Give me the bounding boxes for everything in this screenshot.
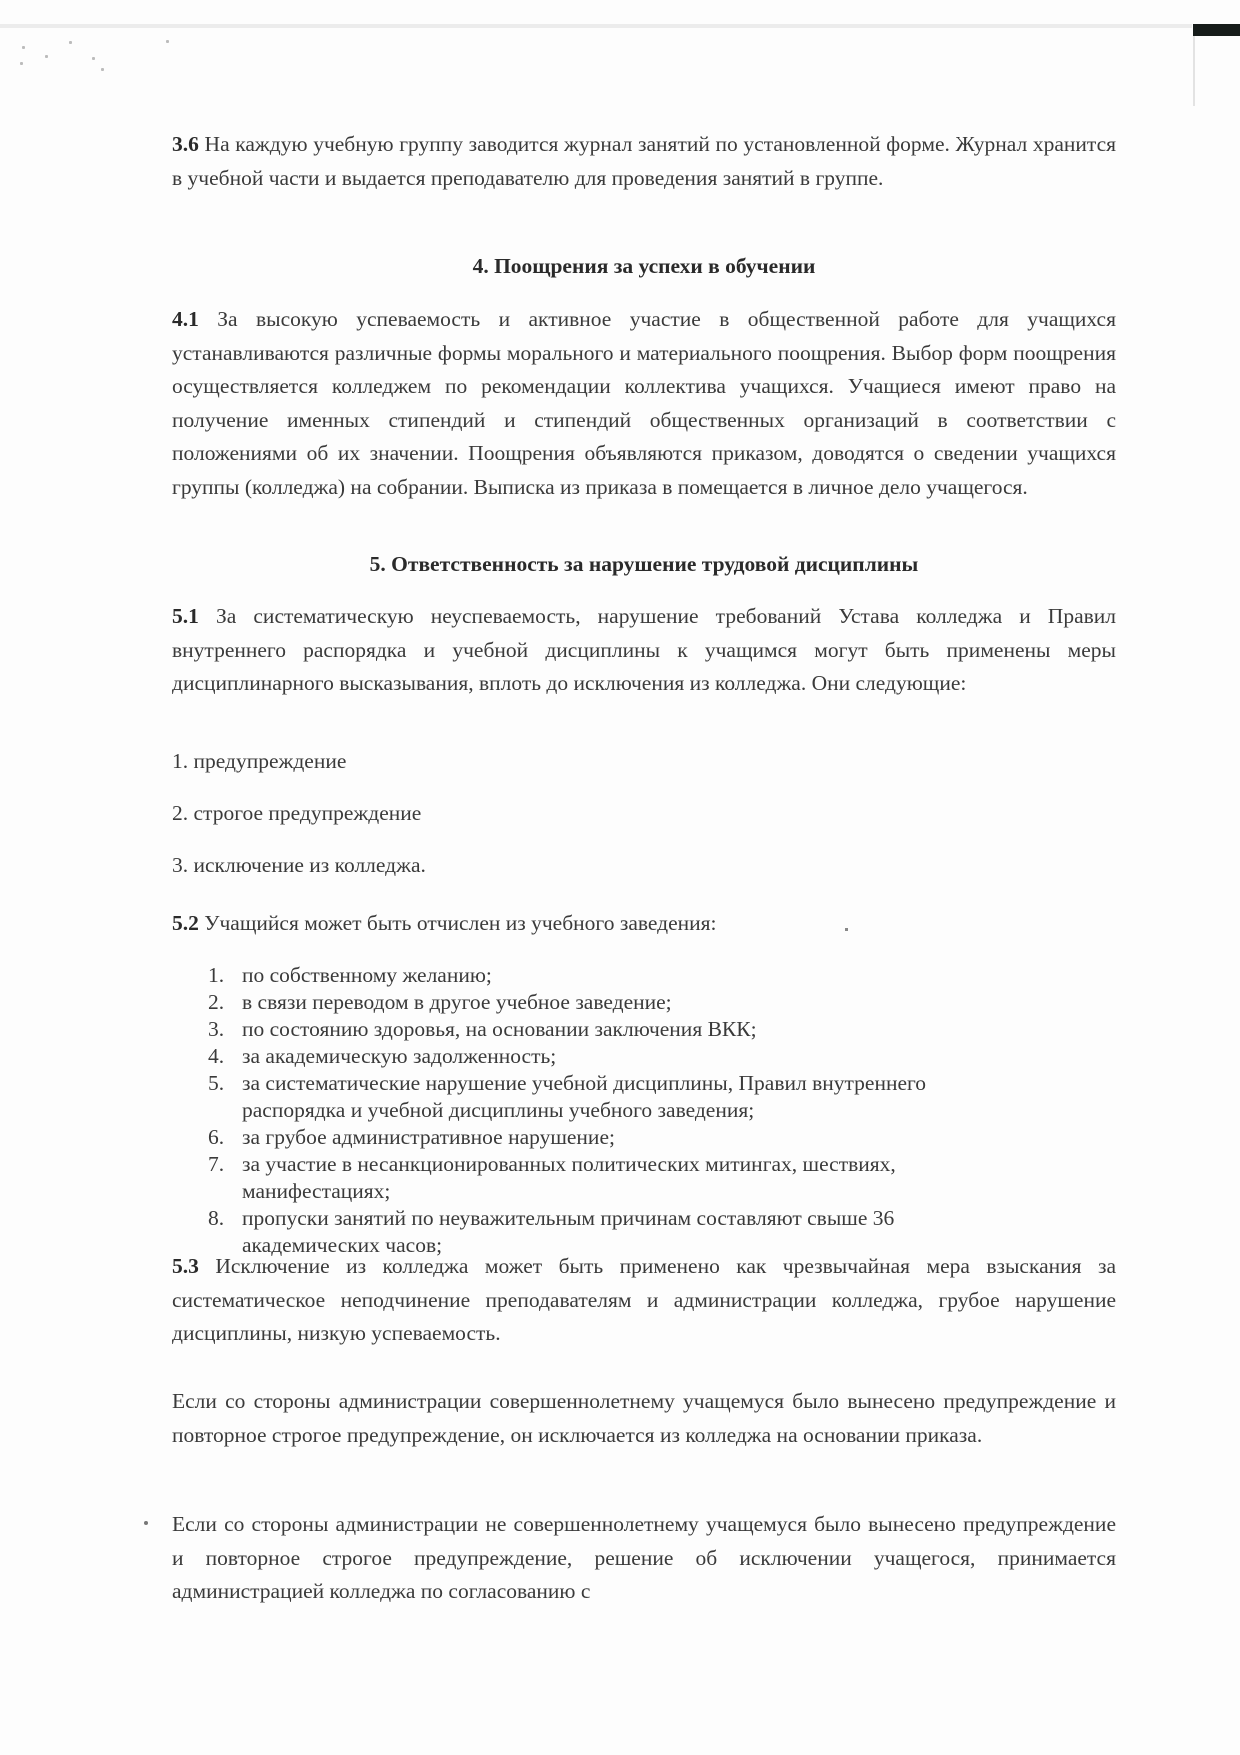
scan-speck <box>92 57 95 60</box>
list-text: за грубое административное нарушение; <box>242 1125 615 1149</box>
clause-number: 5.1 <box>172 604 199 628</box>
list-item <box>172 962 942 989</box>
list-number: 6. <box>208 1125 225 1149</box>
list-item <box>172 1151 942 1205</box>
paragraph-adult-student: Если со стороны администрации совершеннолетнему учащемуся было вынесено предупреждение и повторное строгое предупреждение, он исключается из колледжа на основании приказа. <box>172 1389 1116 1447</box>
paragraph-5-3 <box>172 1250 1116 1351</box>
paragraph-minor-student: Если со стороны администрации не совершеннолетнему учащемуся было вынесено предупреждение и повторное строгое предупреждение, решение об исключении учащегося, принимается администрацией колледжа по согласованию с <box>172 1512 1116 1603</box>
paragraph-5-2 <box>172 907 1116 941</box>
list-item <box>172 1070 942 1124</box>
list-number: 4. <box>208 1044 225 1068</box>
list-number: 8. <box>208 1206 225 1230</box>
list-item <box>172 1124 942 1151</box>
section-4-heading: 4. Поощрения за успехи в обучении <box>472 254 816 278</box>
scan-speck <box>166 40 169 43</box>
scan-speck <box>101 68 104 71</box>
measure-item: 2. строгое предупреждение <box>172 801 422 825</box>
list-text: пропуски занятий по неуважительным причинам составляют свыше 36 академических часов; <box>242 1206 895 1257</box>
list-item <box>172 1043 942 1070</box>
list-number: 3. <box>208 1017 225 1041</box>
list-number: 1. <box>208 963 225 987</box>
section-5-heading: 5. Ответственность за нарушение трудовой дисциплины <box>369 552 919 576</box>
scan-speck <box>69 41 72 44</box>
clause-number: 4.1 <box>172 307 199 331</box>
clause-text: За высокую успеваемость и активное участие в общественной работе для учащихся устанавливаются различные формы морального и материального поощрения. Выбор форм поощрения осуществляется колледжем по рекомендации коллектива учащихся. Учащиеся имеют право на получение именных стипендий и стипендий общественных организаций в соответствии с положениями об их значении. Поощрения объявляются приказом, доводятся о сведении учащихся группы (колледжа) на собрании. Выписка из приказа в помещается в личное дело учащегося. <box>172 307 1116 499</box>
list-text: за систематические нарушение учебной дисциплины, Правил внутреннего распорядка и учебной дисциплины учебного заведения; <box>242 1071 927 1122</box>
paragraph-5-1 <box>172 600 1116 701</box>
measure-item: 3. исключение из колледжа. <box>172 853 426 877</box>
list-item <box>172 989 942 1016</box>
list-text: по собственному желанию; <box>242 963 492 987</box>
clause-number: 5.3 <box>172 1254 199 1278</box>
clause-text: На каждую учебную группу заводится журнал занятий по установленной форме. Журнал хранится в учебной части и выдается преподавателю для проведения занятий в группе. <box>172 132 1117 190</box>
scan-corner-artifact <box>1193 24 1240 36</box>
clause-text: За систематическую неуспеваемость, нарушение требований Устава колледжа и Правил внутреннего распорядка и учебной дисциплины к учащимся могут быть применены меры дисциплинарного высказывания, вплоть до исключения из колледжа. Они следующие: <box>172 604 1117 695</box>
list-text: в связи переводом в другое учебное заведение; <box>242 990 672 1014</box>
clause-text: Учащийся может быть отчислен из учебного заведения: <box>204 911 717 935</box>
clause-number: 5.2 <box>172 911 199 935</box>
paragraph-3-6 <box>172 128 1116 195</box>
clause-text: Исключение из колледжа может быть применено как чрезвычайная мера взыскания за систематическое неподчинение преподавателям и администрации колледжа, грубое нарушение дисциплины, низкую успеваемость. <box>172 1254 1116 1345</box>
list-text: по состоянию здоровья, на основании заключения ВКК; <box>242 1017 757 1041</box>
scan-dot <box>144 1521 148 1525</box>
list-text: за участие в несанкционированных политических митингах, шествиях, манифестациях; <box>242 1152 896 1203</box>
list-text: за академическую задолженность; <box>242 1044 557 1068</box>
list-number: 7. <box>208 1152 225 1176</box>
list-item <box>172 1016 942 1043</box>
expulsion-reasons-list <box>172 962 1116 1259</box>
clause-number: 3.6 <box>172 132 199 156</box>
scan-edge-shadow <box>0 24 1192 28</box>
list-number: 2. <box>208 990 225 1014</box>
list-number: 5. <box>208 1071 225 1095</box>
scan-speck <box>20 62 23 65</box>
scan-speck <box>22 46 25 49</box>
paragraph-4-1 <box>172 303 1116 504</box>
measure-item: 1. предупреждение <box>172 749 347 773</box>
scan-right-edge <box>1193 36 1195 106</box>
scan-speck <box>45 55 48 58</box>
scan-speck <box>845 928 848 931</box>
